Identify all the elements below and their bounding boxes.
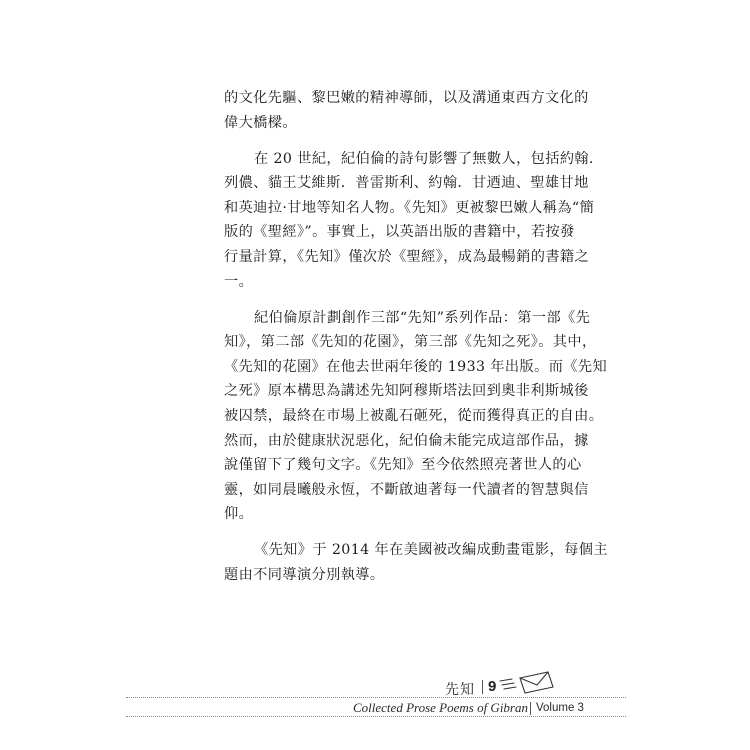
text-line: 和英迪拉·甘地等知名人物。《先知》更被黎巴嫩人稱為“簡 (224, 199, 595, 216)
paragraph-1 (224, 86, 589, 135)
text-line: 紀伯倫原計劃創作三部“先知”系列作品：第一部《先 (254, 309, 591, 326)
text-line: 被囚禁，最終在市場上被亂石砸死，從而獲得真正的自由。 (224, 407, 604, 424)
envelope-icon (498, 668, 556, 696)
text-line: 一。 (224, 273, 254, 290)
divider (530, 702, 531, 715)
paragraph-4 (224, 538, 608, 587)
divider-line (126, 697, 626, 698)
text-line: 然而，由於健康狀況惡化，紀伯倫未能完成這部作品，據 (224, 432, 589, 449)
text-line: 偉大橋樑。 (224, 114, 297, 131)
text-line: 題由不同導演分別執導。 (224, 566, 385, 583)
text-line: 之死》原本構思為講述先知阿穆斯塔法回到奧非利斯城後 (224, 383, 589, 400)
divider (482, 680, 483, 694)
text-line: 靈，如同晨曦般永恆，不斷啟迪著每一代讀者的智慧與信 (224, 481, 589, 498)
text-line: 行量計算，《先知》僅次於《聖經》，成為最暢銷的書籍之 (224, 248, 590, 265)
series-subtitle: Collected Prose Poems of Gibran (353, 700, 528, 715)
text-line: 列儂、貓王艾維斯．普雷斯利、約翰．甘迺迪、聖雄甘地 (224, 175, 589, 192)
page-number: 9 (488, 678, 497, 695)
paragraph-2 (224, 147, 604, 295)
text-line: 《先知》于 2014 年在美國被改編成動畫電影，每個主 (254, 542, 608, 559)
text-line: 說僅留下了幾句文字。《先知》至今依然照亮著世人的心 (224, 457, 582, 474)
text-line: 版的《聖經》”。事實上，以英語出版的書籍中，若按發 (224, 224, 575, 241)
text-line: 知》，第二部《先知的花園》，第三部《先知之死》。其中， (224, 334, 597, 351)
text-line: 的文化先驅、黎巴嫩的精神導師，以及溝通東西方文化的 (224, 90, 589, 106)
text-line: 仰。 (224, 506, 254, 523)
text-line: 《先知的花園》在他去世兩年後的 1933 年出版。而《先知 (224, 358, 608, 375)
divider-line (126, 716, 626, 717)
body-text (224, 86, 608, 599)
volume-label: Volume 3 (536, 702, 584, 714)
text-line: 在 20 世紀，紀伯倫的詩句影響了無數人，包括約翰． (254, 150, 604, 167)
paragraph-3 (224, 306, 608, 527)
book-title: 先知 (445, 682, 475, 698)
